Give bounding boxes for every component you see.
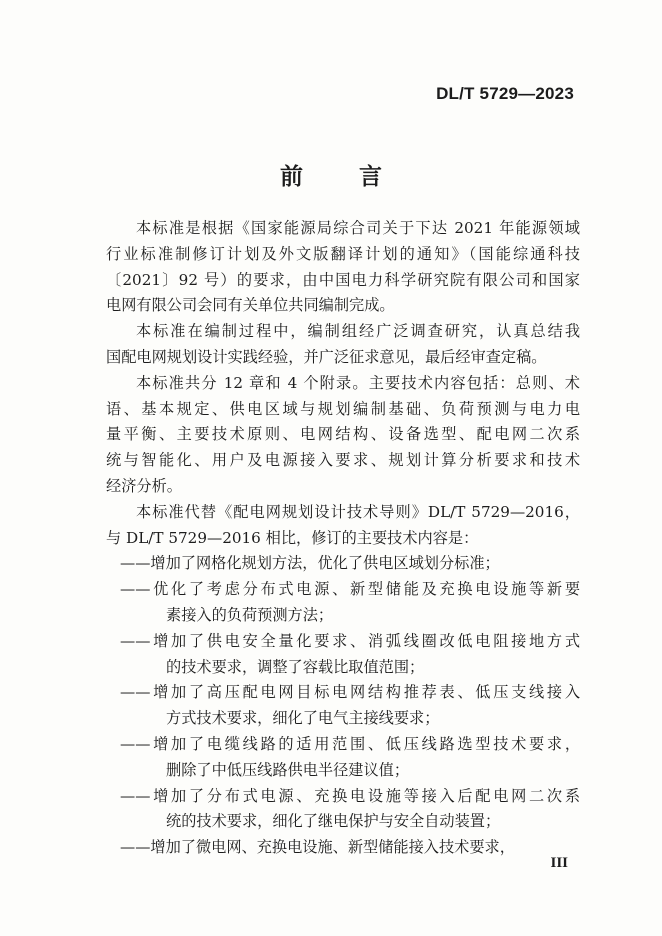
paragraph-line: 本标准是根据《国家能源局综合司关于下达 2021 年能源领域 <box>136 219 580 237</box>
list-item <box>106 732 580 784</box>
paragraph-2 <box>106 319 580 371</box>
list-item <box>106 577 580 629</box>
foreword-body <box>106 216 580 861</box>
list-item-line: ——增加了供电安全量化要求、消弧线圈改低电阻接地方式 <box>120 631 580 650</box>
list-item-line: ——增加了微电网、充换电设施、新型储能接入技术要求， <box>120 838 515 857</box>
paragraph-line: 〔2021〕92 号）的要求，由中国电力科学研究院有限公司和国家 <box>106 270 580 289</box>
document-code: DL/T 5729—2023 <box>436 84 574 103</box>
paragraph-line: 电网有限公司会同有关单位共同编制完成。 <box>106 296 395 315</box>
list-item-line: 删除了中低压线路供电半径建议值； <box>166 760 409 779</box>
paragraph-line: 统与智能化、用户及电源接入要求、规划计算分析要求和技术 <box>106 451 580 470</box>
list-item <box>106 629 580 681</box>
revision-list <box>106 551 580 861</box>
paragraph-1 <box>106 216 580 319</box>
list-item-line: ——增加了高压配电网目标电网结构推荐表、低压支线接入 <box>120 683 580 702</box>
paragraph-line: 本标准在编制过程中，编制组经广泛调查研究，认真总结我 <box>136 322 580 341</box>
page-title: 前言 <box>280 163 438 190</box>
paragraph-line: 与 DL/T 5729—2016 相比，修订的主要技术内容是： <box>106 528 479 547</box>
paragraph-line: 量平衡、主要技术原则、电网结构、设备选型、配电网二次系 <box>106 425 580 444</box>
list-item-line: 的技术要求，调整了容载比取值范围； <box>166 657 425 676</box>
list-item-line: 统的技术要求，细化了继电保护与安全自动装置； <box>166 812 501 831</box>
list-item-line: ——增加了网格化规划方法，优化了供电区域划分标准； <box>120 554 500 573</box>
paragraph-line: 语、基本规定、供电区域与规划编制基础、负荷预测与电力电 <box>106 399 580 418</box>
list-item-line: ——优化了考虑分布式电源、新型储能及充换电设施等新要 <box>120 580 580 599</box>
list-item <box>106 784 580 836</box>
paragraph-3 <box>106 371 580 500</box>
list-item-line: ——增加了分布式电源、充换电设施等接入后配电网二次系 <box>120 786 580 805</box>
paragraph-line: 经济分析。 <box>106 476 182 495</box>
paragraph-line: 行业标准制修订计划及外文版翻译计划的通知》（国能综通科技 <box>106 244 580 263</box>
list-item-line: 素接入的负荷预测方法； <box>166 605 334 624</box>
list-item <box>106 680 580 732</box>
paragraph-4 <box>106 500 580 552</box>
paragraph-line: 国配电网规划设计实践经验，并广泛征求意见，最后经审查定稿。 <box>106 347 547 366</box>
page-number: III <box>550 855 568 871</box>
list-item-line: ——增加了电缆线路的适用范围、低压线路选型技术要求， <box>120 734 580 753</box>
list-item <box>106 835 580 861</box>
list-item-line: 方式技术要求，细化了电气主接线要求； <box>166 709 440 728</box>
paragraph-line: 本标准共分 12 章和 4 个附录。主要技术内容包括：总则、术 <box>136 373 580 392</box>
paragraph-line: 本标准代替《配电网规划设计技术导则》DL/T 5729—2016， <box>136 502 580 521</box>
list-item <box>106 551 580 577</box>
